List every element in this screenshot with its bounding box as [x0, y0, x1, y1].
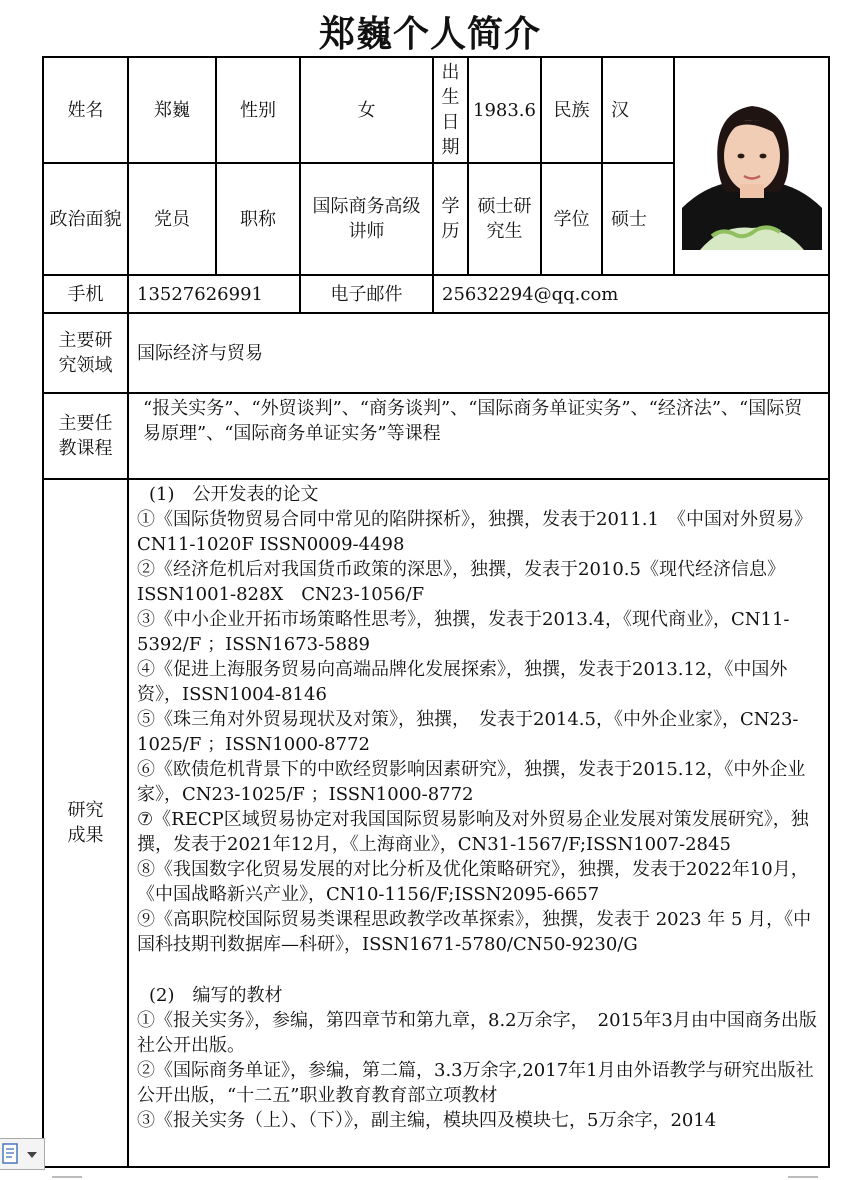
label-research-field: 主要研究领域 — [43, 313, 128, 393]
spacer — [137, 957, 820, 983]
book-item: ①《报关实务》，参编，第四章节和第九章，8.2万余字， 2015年3月由中国商务出版社公开出版。 — [137, 1010, 817, 1056]
value-birth: 1983.6 — [468, 57, 541, 163]
value-phone: 13527626991 — [128, 275, 300, 313]
value-courses: “报关实务”、“外贸谈判”、“商务谈判”、“国际商务单证实务”、“经济法”、“国际贸易原理”、“国际商务单证实务”等课程 — [128, 393, 829, 479]
label-achievements: 研究成果 — [43, 479, 128, 1167]
value-ethnic: 汉 — [602, 57, 674, 163]
row-achievements — [43, 479, 829, 1167]
label-email: 电子邮件 — [300, 275, 433, 313]
label-name: 姓名 — [43, 57, 128, 163]
profile-table — [42, 56, 830, 1168]
label-title: 职称 — [216, 163, 300, 275]
label-phone: 手机 — [43, 275, 128, 313]
page-bottom-edge — [0, 1172, 860, 1180]
page-title: 郑巍个人简介 — [318, 14, 541, 55]
label-political: 政治面貌 — [43, 163, 128, 275]
book-item: ③《报关实务（上）、（下）》，副主编，模块四及模块七，5万余字，2014 — [137, 1110, 717, 1131]
label-courses: 主要任教课程 — [43, 393, 128, 479]
paper-item: ⑦《RECP区域贸易协定对我国国际贸易影响及对外贸易企业发展对策发展研究》，独撰，发表于2021年12月，《上海商业》，CN31-1567/F;ISSN1007-2845 — [137, 809, 809, 855]
achievements-content — [128, 479, 829, 1167]
value-gender: 女 — [300, 57, 433, 163]
value-name: 郑巍 — [128, 57, 216, 163]
paper-item: ⑨《高职院校国际贸易类课程思政教学改革探索》，独撰，发表于 2023 年 5 月，《中国科技期刊数据库—科研》，ISSN1671-5780/CN50-9230/G — [137, 909, 812, 955]
paper-item: ⑧《我国数字化贸易发展的对比分析及优化策略研究》，独撰，发表于2022年10月，《中国战略新兴产业》，CN10-1156/F;ISSN2095-6657 — [137, 859, 809, 905]
row-basic-1 — [43, 57, 829, 163]
paper-item: ②《经济危机后对我国货币政策的深思》，独撰，发表于2010.5《现代经济信息》ISSN1001-828X CN23-1056/F — [137, 559, 785, 605]
paper-item: ⑤《珠三角对外贸易现状及对策》，独撰， 发表于2014.5，《中外企业家》，CN23-1025/F ；ISSN1000-8772 — [137, 709, 799, 755]
photo-cell — [674, 57, 829, 275]
value-research-field: 国际经济与贸易 — [128, 313, 829, 393]
value-degree: 硕士 — [602, 163, 674, 275]
paper-item: ⑥《欧债危机背景下的中欧经贸影响因素研究》，独撰，发表于2015.12，《中外企业家》，CN23-1025/F ；ISSN1000-8772 — [137, 759, 806, 805]
paper-item: ④《促进上海服务贸易向高端品牌化发展探索》，独撰，发表于2013.12，《中国外资》，ISSN1004-8146 — [137, 659, 788, 705]
label-education: 学历 — [433, 163, 468, 275]
books-heading: (2) 编写的教材 — [149, 985, 283, 1006]
value-political: 党员 — [128, 163, 216, 275]
label-degree: 学位 — [541, 163, 602, 275]
book-item: ②《国际商务单证》，参编，第二篇，3.3万余字,2017年1月由外语教学与研究出版社公开出版，“十二五”职业教育教育部立项教材 — [137, 1060, 814, 1106]
value-title: 国际商务高级讲师 — [300, 163, 433, 275]
row-courses — [43, 393, 829, 479]
label-birth: 出生日期 — [433, 57, 468, 163]
row-research-field — [43, 313, 829, 393]
document-icon[interactable] — [0, 1138, 45, 1170]
paper-item: ③《中小企业开拓市场策略性思考》，独撰，发表于2013.4，《现代商业》，CN11-5392/F ；ISSN1673-5889 — [137, 609, 790, 655]
paper-item: ①《国际货物贸易合同中常见的陷阱探析》，独撰，发表于2011.1 《中国对外贸易》CN11-1020F ISSN0009-4498 — [137, 509, 812, 555]
papers-heading: (1) 公开发表的论文 — [149, 484, 319, 505]
row-contact — [43, 275, 829, 313]
value-education: 硕士研究生 — [468, 163, 541, 275]
label-ethnic: 民族 — [541, 57, 602, 163]
value-email: 25632294@qq.com — [433, 275, 829, 313]
portrait-photo — [682, 82, 822, 250]
label-gender: 性别 — [216, 57, 300, 163]
